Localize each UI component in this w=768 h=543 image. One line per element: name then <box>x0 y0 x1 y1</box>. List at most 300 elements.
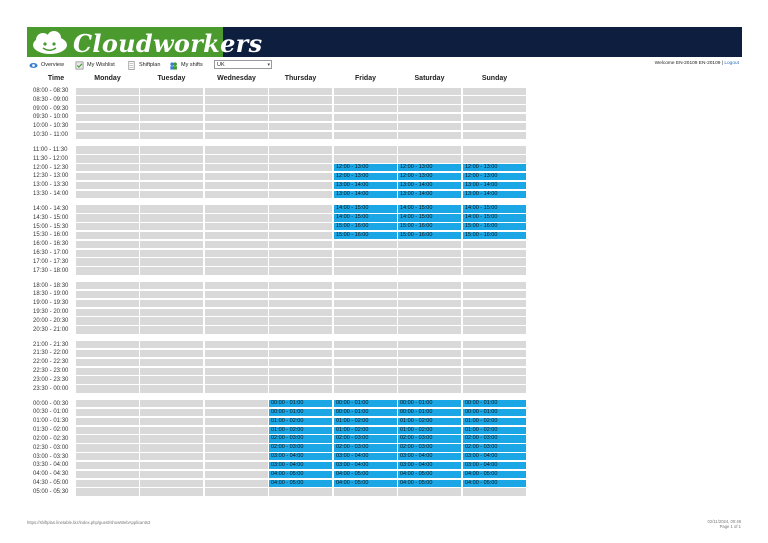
empty-cell[interactable] <box>463 241 526 248</box>
empty-cell[interactable] <box>76 223 139 230</box>
shift-cell-sunday[interactable]: 13:00 - 14:00 <box>463 182 526 189</box>
empty-cell[interactable] <box>205 409 268 416</box>
empty-cell[interactable] <box>76 164 139 171</box>
empty-cell[interactable] <box>334 317 397 324</box>
empty-cell[interactable] <box>76 232 139 239</box>
empty-cell[interactable] <box>463 114 526 121</box>
empty-cell[interactable] <box>205 132 268 139</box>
empty-cell[interactable] <box>269 173 332 180</box>
empty-cell[interactable] <box>76 300 139 307</box>
empty-cell[interactable] <box>140 435 203 442</box>
empty-cell[interactable] <box>205 232 268 239</box>
shift-cell-sunday[interactable]: 03:00 - 04:00 <box>463 462 526 469</box>
empty-cell[interactable] <box>398 326 461 333</box>
empty-cell[interactable] <box>205 453 268 460</box>
empty-cell[interactable] <box>334 114 397 121</box>
empty-cell[interactable] <box>205 480 268 487</box>
empty-cell[interactable] <box>140 427 203 434</box>
empty-cell[interactable] <box>398 350 461 357</box>
empty-cell[interactable] <box>463 146 526 153</box>
empty-cell[interactable] <box>205 341 268 348</box>
empty-cell[interactable] <box>334 241 397 248</box>
empty-cell[interactable] <box>463 317 526 324</box>
empty-cell[interactable] <box>463 132 526 139</box>
empty-cell[interactable] <box>334 105 397 112</box>
logout-link[interactable]: Logout <box>724 61 739 66</box>
empty-cell[interactable] <box>269 223 332 230</box>
empty-cell[interactable] <box>140 326 203 333</box>
empty-cell[interactable] <box>76 282 139 289</box>
nav-my-wishlist[interactable] <box>75 59 115 71</box>
empty-cell[interactable] <box>76 309 139 316</box>
empty-cell[interactable] <box>76 385 139 392</box>
empty-cell[interactable] <box>140 350 203 357</box>
empty-cell[interactable] <box>269 250 332 257</box>
shift-cell-thursday[interactable]: 02:00 - 03:00 <box>269 435 332 442</box>
shift-cell-thursday[interactable]: 01:00 - 02:00 <box>269 418 332 425</box>
empty-cell[interactable] <box>269 241 332 248</box>
empty-cell[interactable] <box>205 471 268 478</box>
empty-cell[interactable] <box>463 341 526 348</box>
empty-cell[interactable] <box>269 205 332 212</box>
empty-cell[interactable] <box>334 132 397 139</box>
empty-cell[interactable] <box>76 376 139 383</box>
empty-cell[interactable] <box>463 267 526 274</box>
shift-cell-sunday[interactable]: 15:00 - 16:00 <box>463 223 526 230</box>
empty-cell[interactable] <box>269 385 332 392</box>
empty-cell[interactable] <box>334 350 397 357</box>
empty-cell[interactable] <box>334 155 397 162</box>
shift-cell-saturday[interactable]: 13:00 - 14:00 <box>398 182 461 189</box>
empty-cell[interactable] <box>140 385 203 392</box>
shift-cell-sunday[interactable]: 04:00 - 05:00 <box>463 480 526 487</box>
shift-cell-sunday[interactable]: 00:00 - 01:00 <box>463 409 526 416</box>
empty-cell[interactable] <box>398 282 461 289</box>
empty-cell[interactable] <box>334 96 397 103</box>
empty-cell[interactable] <box>269 164 332 171</box>
empty-cell[interactable] <box>334 376 397 383</box>
empty-cell[interactable] <box>205 282 268 289</box>
shift-cell-sunday[interactable]: 14:00 - 15:00 <box>463 214 526 221</box>
shift-cell-saturday[interactable]: 00:00 - 01:00 <box>398 400 461 407</box>
shift-cell-saturday[interactable]: 01:00 - 02:00 <box>398 418 461 425</box>
empty-cell[interactable] <box>269 105 332 112</box>
shift-cell-saturday[interactable]: 12:00 - 13:00 <box>398 173 461 180</box>
empty-cell[interactable] <box>205 250 268 257</box>
empty-cell[interactable] <box>205 173 268 180</box>
empty-cell[interactable] <box>334 282 397 289</box>
empty-cell[interactable] <box>140 300 203 307</box>
empty-cell[interactable] <box>76 191 139 198</box>
empty-cell[interactable] <box>76 368 139 375</box>
empty-cell[interactable] <box>463 326 526 333</box>
empty-cell[interactable] <box>398 300 461 307</box>
empty-cell[interactable] <box>76 114 139 121</box>
shift-cell-sunday[interactable]: 03:00 - 04:00 <box>463 453 526 460</box>
shift-cell-friday[interactable]: 04:00 - 05:00 <box>334 480 397 487</box>
empty-cell[interactable] <box>76 96 139 103</box>
empty-cell[interactable] <box>463 258 526 265</box>
empty-cell[interactable] <box>334 488 397 495</box>
empty-cell[interactable] <box>269 132 332 139</box>
empty-cell[interactable] <box>334 291 397 298</box>
empty-cell[interactable] <box>76 409 139 416</box>
shift-cell-saturday[interactable]: 15:00 - 16:00 <box>398 223 461 230</box>
empty-cell[interactable] <box>269 258 332 265</box>
empty-cell[interactable] <box>334 258 397 265</box>
empty-cell[interactable] <box>76 471 139 478</box>
empty-cell[interactable] <box>269 326 332 333</box>
shift-cell-saturday[interactable]: 14:00 - 15:00 <box>398 205 461 212</box>
empty-cell[interactable] <box>463 368 526 375</box>
empty-cell[interactable] <box>205 114 268 121</box>
empty-cell[interactable] <box>269 350 332 357</box>
shift-cell-sunday[interactable]: 01:00 - 02:00 <box>463 418 526 425</box>
empty-cell[interactable] <box>140 359 203 366</box>
shift-cell-thursday[interactable]: 03:00 - 04:00 <box>269 453 332 460</box>
empty-cell[interactable] <box>140 123 203 130</box>
empty-cell[interactable] <box>334 300 397 307</box>
empty-cell[interactable] <box>140 223 203 230</box>
empty-cell[interactable] <box>76 427 139 434</box>
empty-cell[interactable] <box>140 341 203 348</box>
shift-cell-saturday[interactable]: 15:00 - 16:00 <box>398 232 461 239</box>
empty-cell[interactable] <box>334 123 397 130</box>
empty-cell[interactable] <box>334 359 397 366</box>
empty-cell[interactable] <box>334 385 397 392</box>
empty-cell[interactable] <box>334 341 397 348</box>
empty-cell[interactable] <box>140 309 203 316</box>
empty-cell[interactable] <box>76 453 139 460</box>
empty-cell[interactable] <box>140 241 203 248</box>
empty-cell[interactable] <box>76 241 139 248</box>
empty-cell[interactable] <box>205 400 268 407</box>
empty-cell[interactable] <box>76 418 139 425</box>
empty-cell[interactable] <box>398 376 461 383</box>
shift-cell-friday[interactable]: 15:00 - 16:00 <box>334 232 397 239</box>
empty-cell[interactable] <box>205 385 268 392</box>
empty-cell[interactable] <box>140 173 203 180</box>
empty-cell[interactable] <box>463 96 526 103</box>
empty-cell[interactable] <box>463 88 526 95</box>
empty-cell[interactable] <box>205 123 268 130</box>
empty-cell[interactable] <box>140 205 203 212</box>
shift-cell-saturday[interactable]: 04:00 - 05:00 <box>398 471 461 478</box>
empty-cell[interactable] <box>205 350 268 357</box>
empty-cell[interactable] <box>463 309 526 316</box>
empty-cell[interactable] <box>269 214 332 221</box>
empty-cell[interactable] <box>398 291 461 298</box>
empty-cell[interactable] <box>140 418 203 425</box>
shift-cell-friday[interactable]: 14:00 - 15:00 <box>334 214 397 221</box>
empty-cell[interactable] <box>140 480 203 487</box>
shift-cell-saturday[interactable]: 12:00 - 13:00 <box>398 164 461 171</box>
empty-cell[interactable] <box>140 258 203 265</box>
empty-cell[interactable] <box>334 146 397 153</box>
shift-cell-sunday[interactable]: 02:00 - 03:00 <box>463 444 526 451</box>
shift-cell-friday[interactable]: 14:00 - 15:00 <box>334 205 397 212</box>
empty-cell[interactable] <box>334 368 397 375</box>
shift-cell-friday[interactable]: 12:00 - 13:00 <box>334 164 397 171</box>
empty-cell[interactable] <box>205 488 268 495</box>
shift-cell-sunday[interactable]: 13:00 - 14:00 <box>463 191 526 198</box>
shift-cell-friday[interactable]: 03:00 - 04:00 <box>334 462 397 469</box>
shift-cell-sunday[interactable]: 12:00 - 13:00 <box>463 164 526 171</box>
empty-cell[interactable] <box>76 444 139 451</box>
shift-cell-sunday[interactable]: 01:00 - 02:00 <box>463 427 526 434</box>
empty-cell[interactable] <box>140 96 203 103</box>
empty-cell[interactable] <box>269 309 332 316</box>
empty-cell[interactable] <box>269 182 332 189</box>
empty-cell[interactable] <box>205 88 268 95</box>
empty-cell[interactable] <box>205 223 268 230</box>
empty-cell[interactable] <box>269 155 332 162</box>
empty-cell[interactable] <box>463 385 526 392</box>
empty-cell[interactable] <box>269 232 332 239</box>
shift-cell-friday[interactable]: 01:00 - 02:00 <box>334 427 397 434</box>
empty-cell[interactable] <box>269 282 332 289</box>
shift-cell-sunday[interactable]: 02:00 - 03:00 <box>463 435 526 442</box>
empty-cell[interactable] <box>205 105 268 112</box>
empty-cell[interactable] <box>269 341 332 348</box>
empty-cell[interactable] <box>140 132 203 139</box>
shift-cell-friday[interactable]: 04:00 - 05:00 <box>334 471 397 478</box>
empty-cell[interactable] <box>140 164 203 171</box>
empty-cell[interactable] <box>140 182 203 189</box>
shift-cell-saturday[interactable]: 02:00 - 03:00 <box>398 435 461 442</box>
empty-cell[interactable] <box>140 376 203 383</box>
empty-cell[interactable] <box>76 250 139 257</box>
empty-cell[interactable] <box>463 250 526 257</box>
empty-cell[interactable] <box>463 350 526 357</box>
empty-cell[interactable] <box>76 214 139 221</box>
empty-cell[interactable] <box>76 105 139 112</box>
empty-cell[interactable] <box>269 114 332 121</box>
shift-cell-thursday[interactable]: 02:00 - 03:00 <box>269 444 332 451</box>
empty-cell[interactable] <box>398 341 461 348</box>
empty-cell[interactable] <box>140 471 203 478</box>
empty-cell[interactable] <box>463 376 526 383</box>
empty-cell[interactable] <box>334 326 397 333</box>
shift-cell-friday[interactable]: 03:00 - 04:00 <box>334 453 397 460</box>
empty-cell[interactable] <box>76 291 139 298</box>
empty-cell[interactable] <box>398 146 461 153</box>
empty-cell[interactable] <box>334 267 397 274</box>
empty-cell[interactable] <box>205 300 268 307</box>
empty-cell[interactable] <box>269 376 332 383</box>
empty-cell[interactable] <box>205 182 268 189</box>
empty-cell[interactable] <box>140 400 203 407</box>
empty-cell[interactable] <box>398 250 461 257</box>
empty-cell[interactable] <box>140 409 203 416</box>
empty-cell[interactable] <box>205 191 268 198</box>
shift-cell-sunday[interactable]: 04:00 - 05:00 <box>463 471 526 478</box>
empty-cell[interactable] <box>140 105 203 112</box>
empty-cell[interactable] <box>269 191 332 198</box>
nav-overview[interactable] <box>29 59 64 71</box>
empty-cell[interactable] <box>398 123 461 130</box>
empty-cell[interactable] <box>269 267 332 274</box>
empty-cell[interactable] <box>398 96 461 103</box>
shift-cell-friday[interactable]: 01:00 - 02:00 <box>334 418 397 425</box>
empty-cell[interactable] <box>205 291 268 298</box>
shift-cell-thursday[interactable]: 04:00 - 05:00 <box>269 480 332 487</box>
empty-cell[interactable] <box>398 155 461 162</box>
empty-cell[interactable] <box>269 96 332 103</box>
empty-cell[interactable] <box>398 385 461 392</box>
empty-cell[interactable] <box>140 317 203 324</box>
shift-cell-sunday[interactable]: 14:00 - 15:00 <box>463 205 526 212</box>
shift-cell-saturday[interactable]: 00:00 - 01:00 <box>398 409 461 416</box>
empty-cell[interactable] <box>140 267 203 274</box>
empty-cell[interactable] <box>76 132 139 139</box>
empty-cell[interactable] <box>205 164 268 171</box>
empty-cell[interactable] <box>76 350 139 357</box>
empty-cell[interactable] <box>76 155 139 162</box>
empty-cell[interactable] <box>76 258 139 265</box>
shift-cell-friday[interactable]: 15:00 - 16:00 <box>334 223 397 230</box>
empty-cell[interactable] <box>269 359 332 366</box>
shift-cell-friday[interactable]: 12:00 - 13:00 <box>334 173 397 180</box>
empty-cell[interactable] <box>140 291 203 298</box>
empty-cell[interactable] <box>398 114 461 121</box>
empty-cell[interactable] <box>76 146 139 153</box>
empty-cell[interactable] <box>205 376 268 383</box>
empty-cell[interactable] <box>269 88 332 95</box>
empty-cell[interactable] <box>205 462 268 469</box>
empty-cell[interactable] <box>334 88 397 95</box>
empty-cell[interactable] <box>140 250 203 257</box>
empty-cell[interactable] <box>269 291 332 298</box>
shift-cell-friday[interactable]: 00:00 - 01:00 <box>334 400 397 407</box>
brand-logo[interactable] <box>27 27 263 58</box>
empty-cell[interactable] <box>76 462 139 469</box>
empty-cell[interactable] <box>76 317 139 324</box>
empty-cell[interactable] <box>463 155 526 162</box>
empty-cell[interactable] <box>398 359 461 366</box>
region-select[interactable] <box>214 60 272 69</box>
empty-cell[interactable] <box>140 214 203 221</box>
empty-cell[interactable] <box>269 123 332 130</box>
empty-cell[interactable] <box>205 258 268 265</box>
empty-cell[interactable] <box>140 488 203 495</box>
empty-cell[interactable] <box>205 435 268 442</box>
empty-cell[interactable] <box>205 267 268 274</box>
shift-cell-sunday[interactable]: 15:00 - 16:00 <box>463 232 526 239</box>
shift-cell-saturday[interactable]: 13:00 - 14:00 <box>398 191 461 198</box>
nav-my-shifts[interactable] <box>169 59 203 71</box>
shift-cell-thursday[interactable]: 03:00 - 04:00 <box>269 462 332 469</box>
shift-cell-sunday[interactable]: 00:00 - 01:00 <box>463 400 526 407</box>
empty-cell[interactable] <box>205 444 268 451</box>
empty-cell[interactable] <box>140 88 203 95</box>
empty-cell[interactable] <box>269 317 332 324</box>
empty-cell[interactable] <box>269 488 332 495</box>
empty-cell[interactable] <box>205 427 268 434</box>
shift-cell-thursday[interactable]: 04:00 - 05:00 <box>269 471 332 478</box>
empty-cell[interactable] <box>76 173 139 180</box>
empty-cell[interactable] <box>398 241 461 248</box>
empty-cell[interactable] <box>205 317 268 324</box>
empty-cell[interactable] <box>205 205 268 212</box>
empty-cell[interactable] <box>76 359 139 366</box>
empty-cell[interactable] <box>76 435 139 442</box>
empty-cell[interactable] <box>205 96 268 103</box>
empty-cell[interactable] <box>76 341 139 348</box>
empty-cell[interactable] <box>76 88 139 95</box>
empty-cell[interactable] <box>398 258 461 265</box>
empty-cell[interactable] <box>269 368 332 375</box>
empty-cell[interactable] <box>398 488 461 495</box>
empty-cell[interactable] <box>334 250 397 257</box>
shift-cell-saturday[interactable]: 03:00 - 04:00 <box>398 453 461 460</box>
shift-cell-thursday[interactable]: 00:00 - 01:00 <box>269 400 332 407</box>
empty-cell[interactable] <box>205 359 268 366</box>
empty-cell[interactable] <box>140 368 203 375</box>
shift-cell-saturday[interactable]: 03:00 - 04:00 <box>398 462 461 469</box>
empty-cell[interactable] <box>463 488 526 495</box>
shift-cell-friday[interactable]: 13:00 - 14:00 <box>334 182 397 189</box>
empty-cell[interactable] <box>398 368 461 375</box>
empty-cell[interactable] <box>205 368 268 375</box>
empty-cell[interactable] <box>140 282 203 289</box>
shift-cell-thursday[interactable]: 01:00 - 02:00 <box>269 427 332 434</box>
empty-cell[interactable] <box>140 453 203 460</box>
shift-cell-sunday[interactable]: 12:00 - 13:00 <box>463 173 526 180</box>
empty-cell[interactable] <box>140 462 203 469</box>
empty-cell[interactable] <box>205 146 268 153</box>
shift-cell-saturday[interactable]: 14:00 - 15:00 <box>398 214 461 221</box>
shift-cell-saturday[interactable]: 01:00 - 02:00 <box>398 427 461 434</box>
empty-cell[interactable] <box>398 132 461 139</box>
shift-cell-saturday[interactable]: 04:00 - 05:00 <box>398 480 461 487</box>
empty-cell[interactable] <box>463 359 526 366</box>
empty-cell[interactable] <box>76 205 139 212</box>
empty-cell[interactable] <box>140 114 203 121</box>
empty-cell[interactable] <box>334 309 397 316</box>
empty-cell[interactable] <box>205 309 268 316</box>
empty-cell[interactable] <box>463 300 526 307</box>
empty-cell[interactable] <box>463 105 526 112</box>
empty-cell[interactable] <box>140 232 203 239</box>
shift-cell-friday[interactable]: 13:00 - 14:00 <box>334 191 397 198</box>
empty-cell[interactable] <box>76 400 139 407</box>
empty-cell[interactable] <box>398 105 461 112</box>
shift-cell-friday[interactable]: 02:00 - 03:00 <box>334 444 397 451</box>
shift-cell-friday[interactable]: 00:00 - 01:00 <box>334 409 397 416</box>
empty-cell[interactable] <box>205 155 268 162</box>
empty-cell[interactable] <box>140 191 203 198</box>
empty-cell[interactable] <box>76 267 139 274</box>
empty-cell[interactable] <box>76 326 139 333</box>
nav-shiftplan[interactable] <box>127 59 160 71</box>
empty-cell[interactable] <box>398 88 461 95</box>
empty-cell[interactable] <box>463 282 526 289</box>
empty-cell[interactable] <box>140 146 203 153</box>
empty-cell[interactable] <box>269 300 332 307</box>
empty-cell[interactable] <box>269 146 332 153</box>
empty-cell[interactable] <box>205 241 268 248</box>
empty-cell[interactable] <box>398 267 461 274</box>
empty-cell[interactable] <box>76 182 139 189</box>
empty-cell[interactable] <box>205 418 268 425</box>
empty-cell[interactable] <box>140 444 203 451</box>
empty-cell[interactable] <box>398 309 461 316</box>
empty-cell[interactable] <box>76 488 139 495</box>
empty-cell[interactable] <box>398 317 461 324</box>
shift-cell-thursday[interactable]: 00:00 - 01:00 <box>269 409 332 416</box>
shift-cell-friday[interactable]: 02:00 - 03:00 <box>334 435 397 442</box>
